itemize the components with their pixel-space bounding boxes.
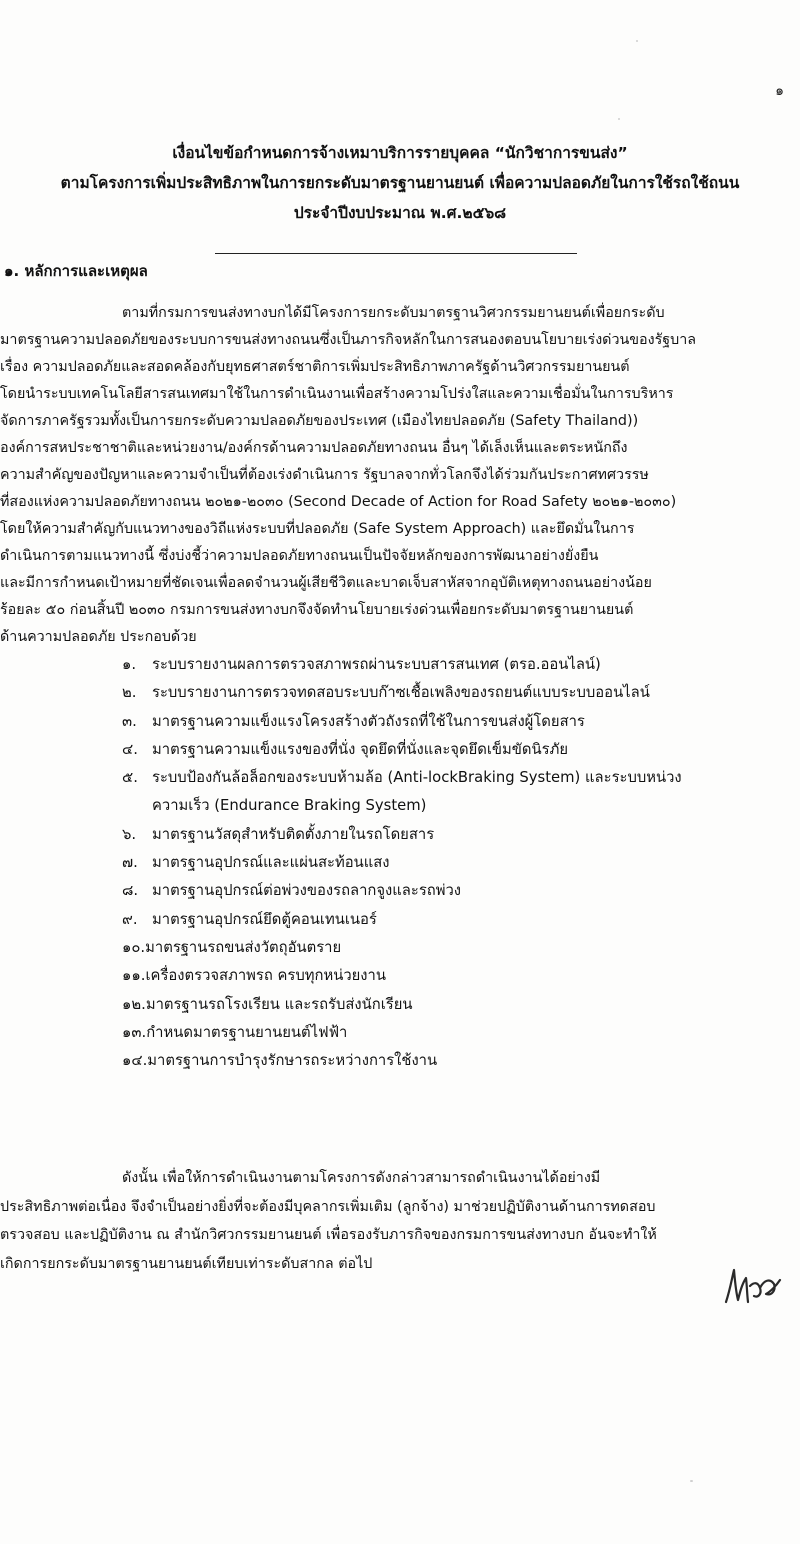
title-line-3: ประจำปีงบประมาณ พ.ศ.๒๕๖๘ [293, 204, 507, 222]
list-item [122, 651, 782, 679]
list-item [122, 1019, 782, 1047]
title-divider [215, 253, 577, 254]
list-item [122, 991, 782, 1019]
closing-line: ประสิทธิภาพต่อเนื่อง จึงจำเป็นอย่างยิ่งที่จะต้องมีบุคลากรเพิ่มเติม (ลูกจ้าง) มาช่วยปฏิบัติงานด้านการทดสอบ [0, 1198, 656, 1215]
list-item-text: มาตรฐานรถโรงเรียน และรถรับส่งนักเรียน [145, 995, 413, 1013]
paragraph-line: มาตรฐานความปลอดภัยของระบบการขนส่งทางถนนซึ่งเป็นภารกิจหลักในการสนองตอบนโยบายเร่งด่วนของรัฐบาล [0, 332, 697, 348]
section-heading: ๑. หลักการและเหตุผล [4, 262, 148, 280]
list-item-text: ระบบรายงานการตรวจทดสอบระบบก๊าซเชื้อเพลิงของรถยนต์แบบระบบออนไลน์ [152, 684, 650, 702]
closing-line: เกิดการยกระดับมาตรฐานยานยนต์เทียบเท่าระดับสากล ต่อไป [0, 1255, 373, 1272]
list-item [122, 849, 782, 877]
list-item-number: ๒. [122, 684, 137, 702]
list-item-text: มาตรฐานการบำรุงรักษารถระหว่างการใช้งาน [147, 1052, 438, 1070]
document-title [0, 138, 800, 228]
list-item-number: ๑๔. [122, 1052, 148, 1070]
list-item-number: ๑๓. [122, 1023, 147, 1041]
paragraph-line: ที่สองแห่งความปลอดภัยทางถนน ๒๐๒๑-๒๐๓๐ (Second Decade of Action for Road Safety ๒๐๒๑-๒๐๓๐) [0, 494, 677, 510]
list-item-text: มาตรฐานอุปกรณ์และแผ่นสะท้อนแสง [152, 854, 390, 872]
list-item [122, 708, 782, 736]
list-item [122, 1047, 782, 1075]
paragraph-line: และมีการกำหนดเป้าหมายที่ชัดเจนเพื่อลดจำนวนผู้เสียชีวิตและบาดเจ็บสาหัสจากอุบัติเหตุทางถนนอย่างน้อย [0, 575, 652, 591]
list-item-number: ๑๐. [122, 938, 146, 956]
paragraph-line: ตามที่กรมการขนส่งทางบกได้มีโครงการยกระดับมาตรฐานวิศวกรรมยานยนต์เพื่อยกระดับ [122, 305, 665, 321]
list-item-text: เครื่องตรวจสภาพรถ ครบทุกหน่วยงาน [145, 967, 386, 985]
list-item-text: มาตรฐานความแข็งแรงโครงสร้างตัวถังรถที่ใช้ในการขนส่งผู้โดยสาร [152, 712, 585, 730]
scan-speck [690, 1480, 693, 1482]
title-line-1: เงื่อนไขข้อกำหนดการจ้างเหมาบริการรายบุคคล “นักวิชาการขนส่ง” [172, 144, 628, 162]
paragraph-line: ดำเนินการตามแนวทางนี้ ซึ่งบ่งชี้ว่าความปลอดภัยทางถนนเป็นปัจจัยหลักของการพัฒนาอย่างยั่งยืน [0, 548, 599, 564]
list-item-number: ๖. [122, 825, 137, 843]
paragraph-line: โดยนำระบบเทคโนโลยีสารสนเทศมาใช้ในการดำเนินงานเพื่อสร้างความโปร่งใสและความเชื่อมั่นในการบริหาร [0, 386, 674, 402]
list-item [122, 877, 782, 905]
paragraph-line: โดยให้ความสำคัญกับแนวทางของวิถีแห่งระบบที่ปลอดภัย (Safe System Approach) และยึดมั่นในการ [0, 521, 635, 537]
list-item-number: ๓. [122, 712, 137, 730]
paragraph-line: องค์การสหประชาชาติและหน่วยงาน/องค์กรด้านความปลอดภัยทางถนน อื่นๆ ได้เล็งเห็นและตระหนักถึง [0, 440, 628, 456]
list-item [122, 962, 782, 990]
body-paragraph [0, 300, 788, 651]
list-item-number: ๑๒. [122, 995, 146, 1013]
list-item-text: กำหนดมาตรฐานยานยนต์ไฟฟ้า [146, 1023, 348, 1041]
list-item [122, 934, 782, 962]
paragraph-line: จัดการภาครัฐรวมทั้งเป็นการยกระดับความปลอดภัยของประเทศ (เมืองไทยปลอดภัย (Safety Thailand)) [0, 413, 639, 429]
list-item [122, 679, 782, 707]
list-item-number: ๘. [122, 882, 139, 900]
title-line-2: ตามโครงการเพิ่มประสิทธิภาพในการยกระดับมาตรฐานยานยนต์ เพื่อความปลอดภัยในการใช้รถใช้ถนน [60, 174, 740, 192]
list-item-text: มาตรฐานวัสดุสำหรับติดตั้งภายในรถโดยสาร [152, 825, 435, 843]
scan-speck [618, 118, 620, 120]
list-item-number: ๑๑. [122, 967, 146, 985]
list-item-text: ระบบรายงานผลการตรวจสภาพรถผ่านระบบสารสนเทศ (ตรอ.ออนไลน์) [152, 656, 601, 673]
list-item-number: ๕. [122, 769, 138, 787]
list-item-text: มาตรฐานรถขนส่งวัตถุอันตราย [145, 938, 342, 956]
standards-list [122, 651, 782, 1075]
closing-line: ตรวจสอบ และปฏิบัติงาน ณ สำนักวิศวกรรมยานยนต์ เพื่อรองรับภารกิจของกรมการขนส่งทางบก อันจะทำให้ [0, 1227, 657, 1243]
list-item-continuation [122, 792, 782, 820]
handwritten-signature [720, 1262, 784, 1310]
list-item-text: ระบบป้องกันล้อล็อกของระบบห้ามล้อ (Anti-lockBraking System) และระบบหน่วง [152, 769, 682, 787]
paragraph-line: ความสำคัญของปัญหาและความจำเป็นที่ต้องเร่งดำเนินการ รัฐบาลจากทั่วโลกจึงได้ร่วมกันประกาศทศวรรษ [0, 467, 649, 483]
list-item-number: ๑. [122, 656, 137, 673]
paragraph-line: ร้อยละ ๕๐ ก่อนสิ้นปี ๒๐๓๐ กรมการขนส่งทางบกจึงจัดทำนโยบายเร่งด่วนเพื่อยกระดับมาตรฐานยานยนต์ [0, 602, 634, 618]
scan-speck [636, 40, 638, 42]
paragraph-line: ด้านความปลอดภัย ประกอบด้วย [0, 629, 197, 645]
paragraph-line: เรื่อง ความปลอดภัยและสอดคล้องกับยุทธศาสตร์ชาติการเพิ่มประสิทธิภาพภาครัฐด้านวิศวกรรมยานยนต์ [0, 359, 630, 375]
list-item-continuation-text: ความเร็ว (Endurance Braking System) [152, 797, 427, 815]
list-item [122, 764, 782, 792]
list-item-number: ๗. [122, 854, 138, 872]
list-item [122, 736, 782, 764]
page-number: ๑ [775, 83, 784, 99]
closing-paragraph [0, 1164, 788, 1278]
list-item-number: ๙. [122, 910, 138, 928]
list-item-text: มาตรฐานความแข็งแรงของที่นั่ง จุดยึดที่นั่งและจุดยึดเข็มขัดนิรภัย [152, 740, 568, 758]
list-item [122, 821, 782, 849]
list-item-text: มาตรฐานอุปกรณ์ต่อพ่วงของรถลากจูงและรถพ่วง [152, 882, 462, 900]
list-item [122, 906, 782, 934]
list-item-text: มาตรฐานอุปกรณ์ยึดตู้คอนเทนเนอร์ [152, 910, 377, 928]
list-item-number: ๔. [122, 740, 138, 758]
closing-line: ดังนั้น เพื่อให้การดำเนินงานตามโครงการดังกล่าวสามารถดำเนินงานได้อย่างมี [122, 1170, 601, 1186]
